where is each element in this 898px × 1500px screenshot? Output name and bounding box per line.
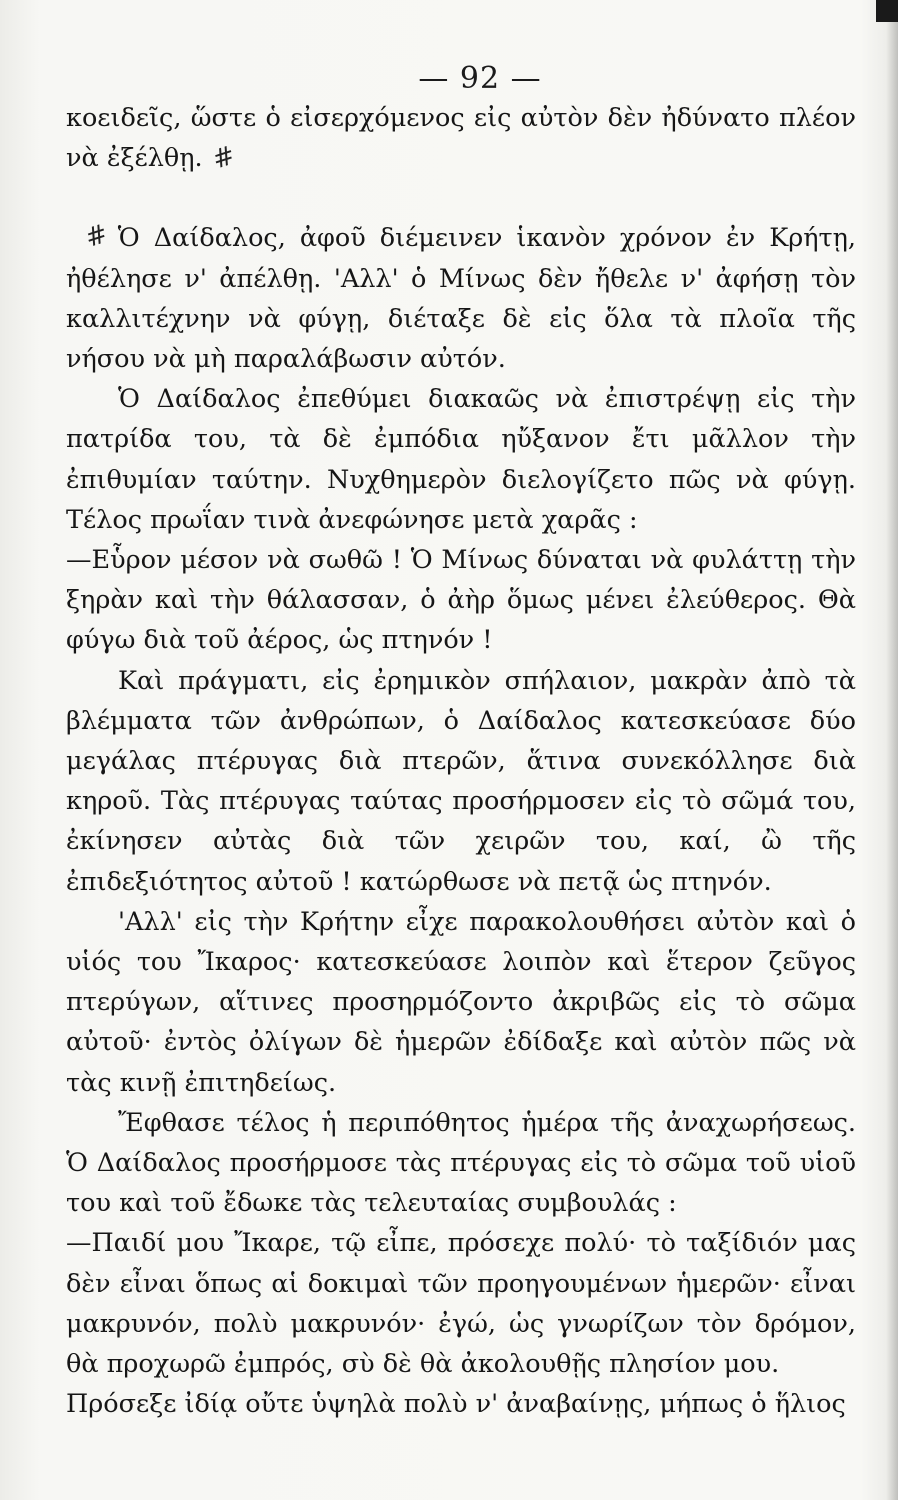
paragraph-continuation [66, 98, 856, 178]
paragraph: Ὁ Δαίδαλος ἐπεθύμει διακαῶς νὰ ἐπιστρέψῃ εἰς τὴν πατρίδα του, τὰ δὲ ἐμπόδια ηὔξανον ἔτι μᾶλλον τὴν ἐπιθυμίαν ταύτην. Νυχθημερὸν διελογίζετο πῶς νὰ φύγῃ. Τέλος πρωΐαν τινὰ ἀνεφώνησε μετὰ χαρᾶς : [66, 384, 856, 535]
page-edge-shadow [886, 0, 898, 1500]
dialogue-paragraph: —Παιδί μου Ἴκαρε, τῷ εἶπε, πρόσεχε πολύ· τὸ ταξίδιόν μας δὲν εἶναι ὅπως αἱ δοκιμαὶ τῶν προηγουμένων ἡμερῶν· εἶναι μακρυνόν, πολὺ μακρυνόν· ἐγώ, ὡς γνωρίζων τὸν δρόμον, θὰ προχωρῶ ἐμπρός, σὺ δὲ θὰ ἀκολουθῇς πλησίον μου. [66, 1228, 856, 1380]
paragraph-text: Ὁ Δαίδαλος, ἀφοῦ διέμεινεν ἱκανὸν χρόνον ἐν Κρήτῃ, ἠθέλησε ν' ἀπέλθῃ. 'Αλλ' ὁ Μίνως δὲν ἤθελε ν' ἀφήσῃ τὸν καλλιτέχνην νὰ φύγῃ, διέταξε δὲ εἰς ὅλα τὰ πλοῖα τῆς νήσου νὰ μὴ παραλάβωσιν αὐτόν. [66, 223, 856, 375]
page-header [400, 58, 560, 98]
paragraph-text: κοειδεῖς, ὥστε ὁ εἰσερχόμενος εἰς αὐτὸν δὲν ἠδύνατο πλέον νὰ ἐξέλθῃ. [66, 103, 856, 174]
paragraph: 'Αλλ' εἰς τὴν Κρήτην εἶχε παρακολουθήσει αὐτὸν καὶ ὁ υἱός του Ἴκαρος· κατεσκεύασε λοιπὸν καὶ ἕτερον ζεῦγος πτερύγων, αἵτινες προσηρμόζοντο ἀκριβῶς εἰς τὸ σῶμα αὐτοῦ· ἐντὸς ὀλίγων δὲ ἡμερῶν ἐδίδαξε καὶ αὐτὸν πῶς νὰ τὰς κινῇ ἐπιτηδείως. [66, 906, 856, 1098]
dialogue-paragraph: —Εὗρον μέσον νὰ σωθῶ ! Ὁ Μίνως δύναται νὰ φυλάττῃ τὴν ξηρὰν καὶ τὴν θάλασσαν, ὁ ἀὴρ ὅμως μένει ἐλεύθερος. Θὰ φύγω διὰ τοῦ ἀέρος, ὡς πτηνόν ! [66, 545, 856, 656]
handwritten-hash-mark: # [81, 219, 112, 255]
page-corner-shadow [876, 0, 898, 22]
paragraph: Καὶ πράγματι, εἰς ἐρημικὸν σπήλαιον, μακρὰν ἀπὸ τὰ βλέμματα τῶν ἀνθρώπων, ὁ Δαίδαλος κατεσκεύασε δύο μεγάλας πτέρυγας διὰ πτερῶν, ἅτινα συνεκόλλησε διὰ κηροῦ. Τὰς πτέρυγας ταύτας προσήρμοσεν εἰς τὸ σῶμά του, ἐκίνησεν αὐτὰς διὰ τῶν χειρῶν του, καί, ὢ τῆς ἐπιδεξιότητος αὐτοῦ ! κατώρθωσε νὰ πετᾷ ὡς πτηνόν. [66, 665, 856, 897]
handwritten-hash-mark: # [208, 140, 239, 176]
paragraph: Πρόσεξε ἰδίᾳ οὔτε ὑψηλὰ πολὺ ν' ἀναβαίνῃς, μήπως ὁ ἥλιος [66, 1389, 846, 1420]
page-number: — 92 — [418, 60, 542, 96]
body-text [66, 98, 856, 1425]
paragraph-gap [66, 178, 856, 218]
paragraph [66, 218, 856, 379]
paragraph: Ἔφθασε τέλος ἡ περιπόθητος ἡμέρα τῆς ἀναχωρήσεως. Ὁ Δαίδαλος προσήρμοσε τὰς πτέρυγας εἰς τὸ σῶμα τοῦ υἱοῦ του καὶ τοῦ ἔδωκε τὰς τελευταίας συμβουλάς : [66, 1107, 856, 1219]
